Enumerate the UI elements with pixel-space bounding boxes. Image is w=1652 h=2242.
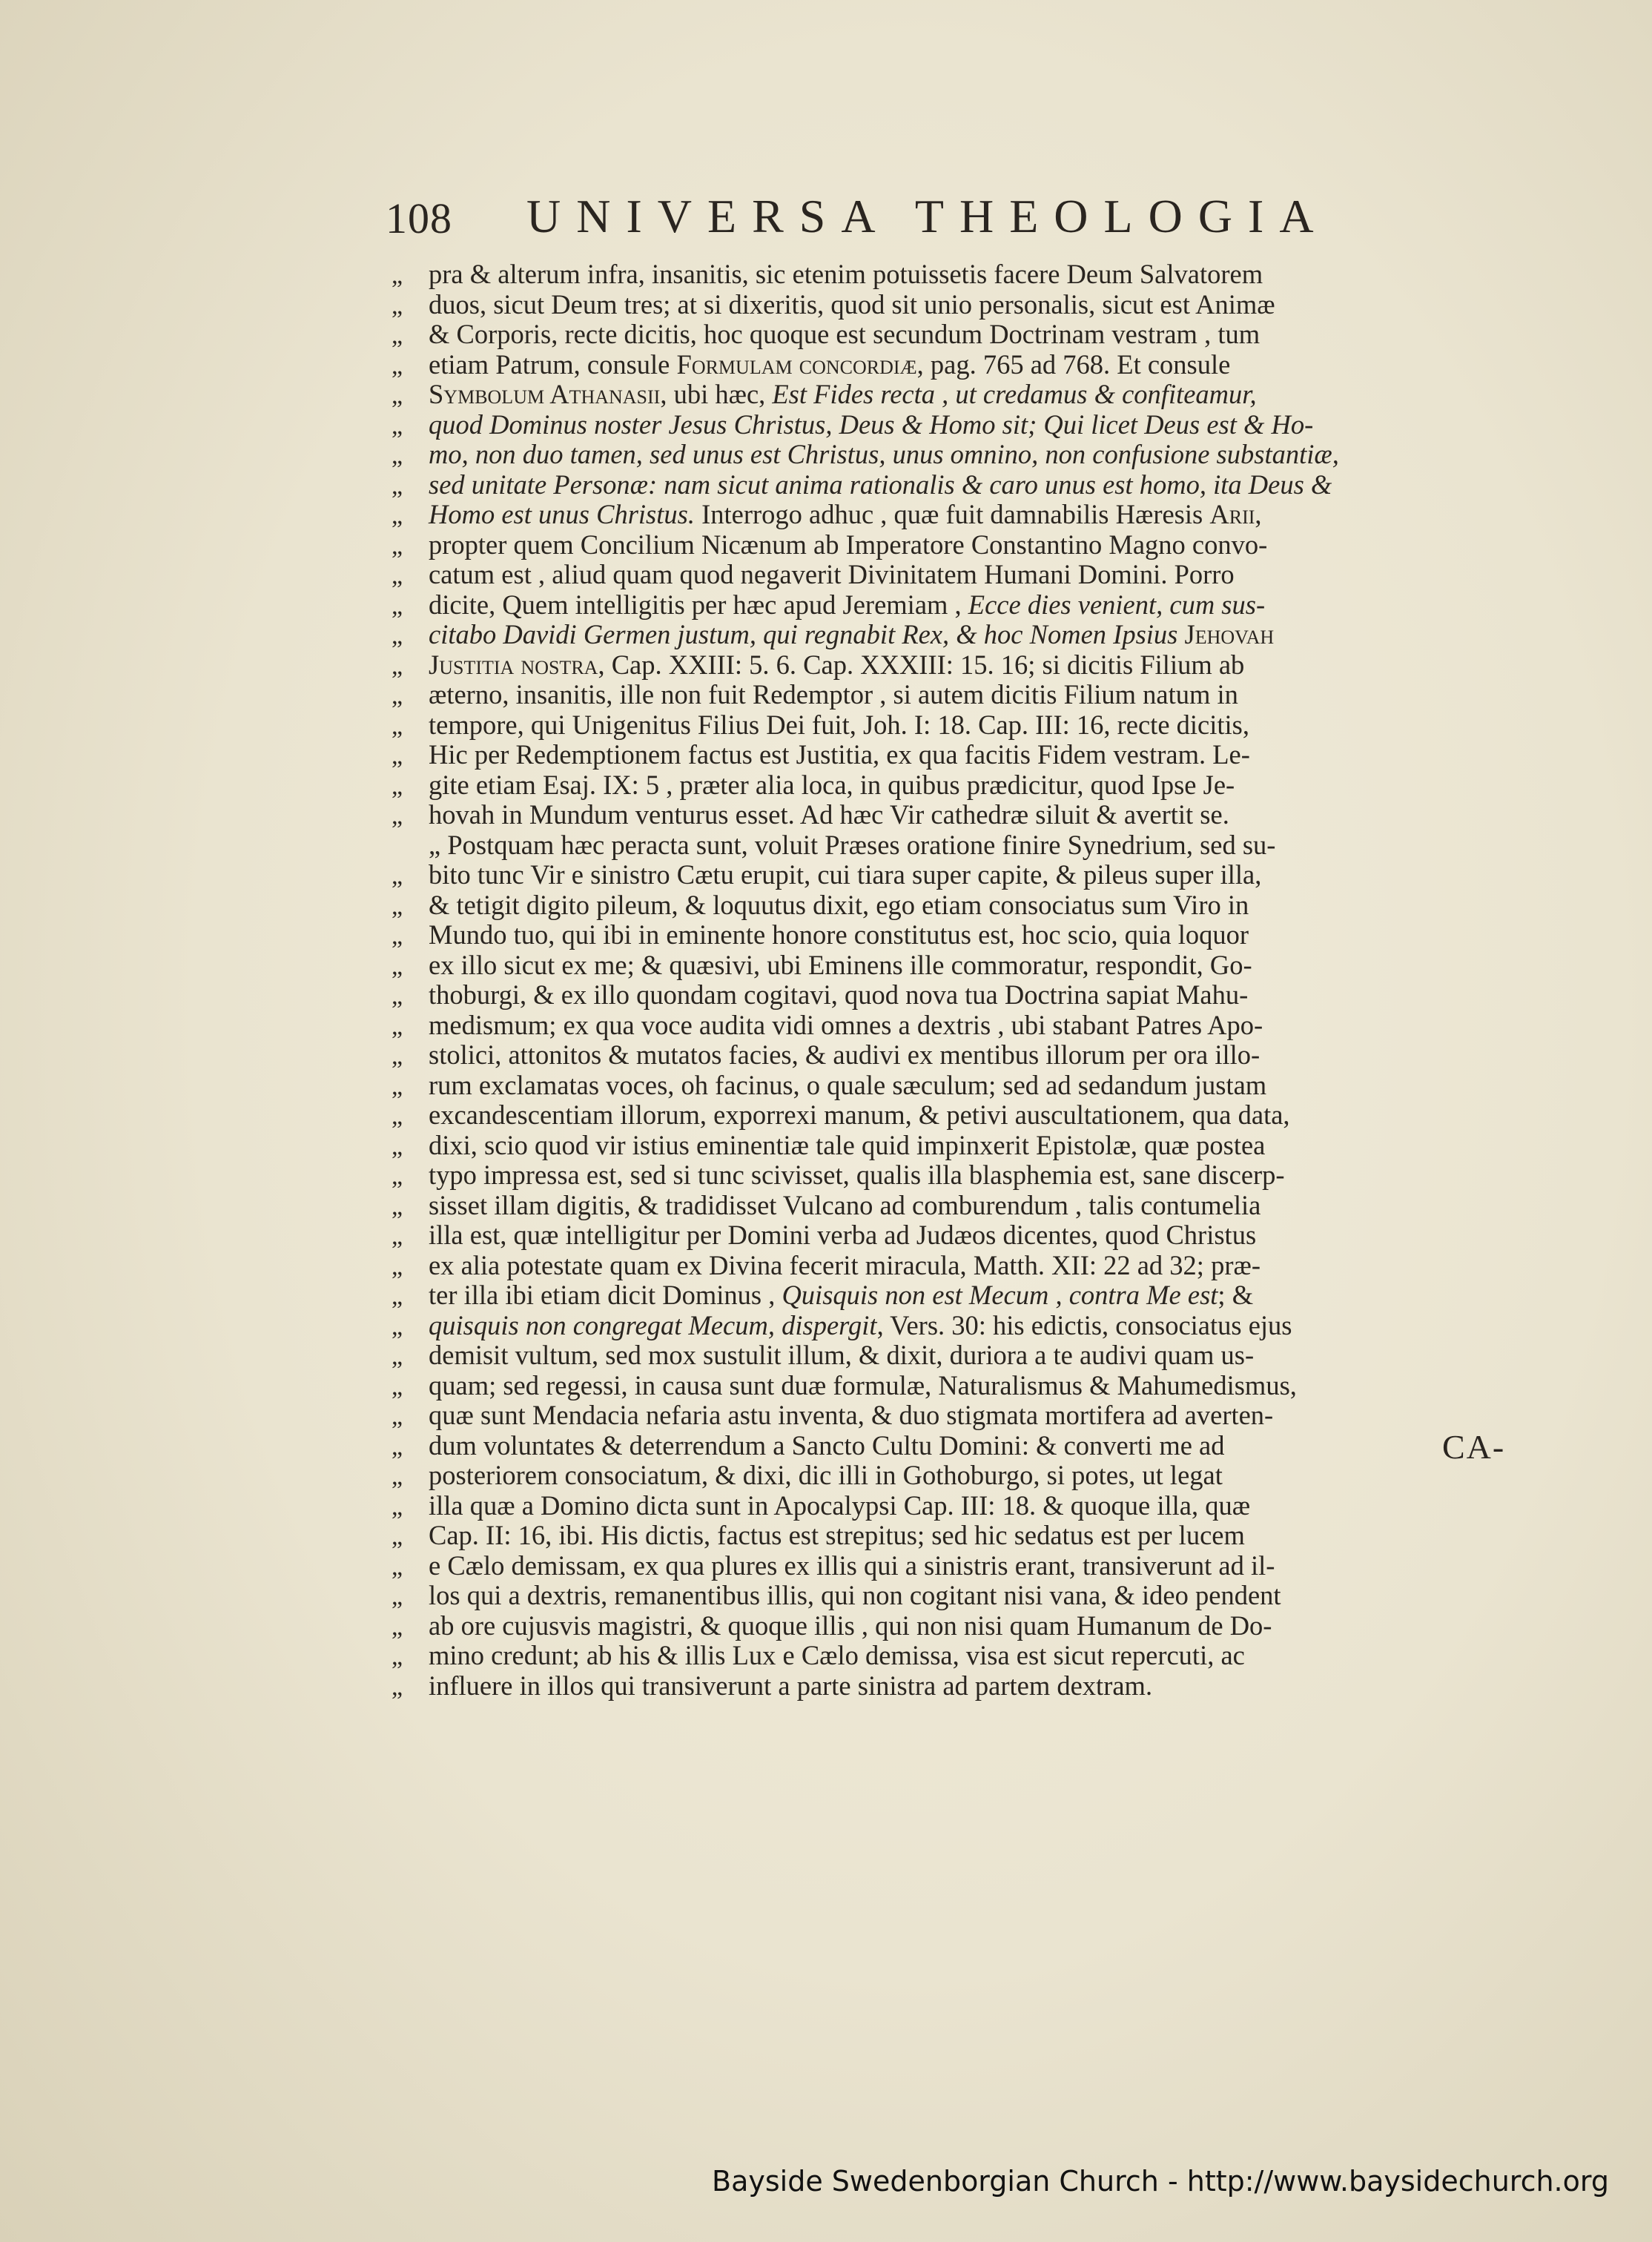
text-line (391, 1311, 1504, 1341)
text-line (391, 440, 1504, 470)
text-segment: stolici, attonitos & mutatos facies, & audivi ex mentibus illorum per ora illo- (429, 1039, 1261, 1070)
text-segment: sisset illam digitis, & tradidisset Vulcano ad comburendum , talis contumelia (429, 1189, 1261, 1220)
quote-mark: „ (391, 1552, 403, 1581)
text-segment: illa quæ a Domino dicta sunt in Apocalypsi Cap. III: 18. & quoque illa, quæ (429, 1489, 1251, 1521)
catchword: CA- (1442, 1428, 1506, 1466)
text-line (391, 920, 1504, 950)
text-line (391, 410, 1504, 440)
quote-mark: „ (391, 1102, 403, 1130)
text-segment: , ubi hæc, (660, 379, 773, 409)
quote-mark: „ (391, 411, 403, 440)
text-segment: Cap. II: 16, ibi. His dictis, factus est strepitus; sed hic sedatus est per lucem (429, 1520, 1245, 1550)
text-segment: bito tunc Vir e sinistro Cætu erupit, cui tiara super capite, & pileus super illa, (429, 859, 1262, 890)
text-line (391, 980, 1504, 1011)
text-line (391, 350, 1504, 380)
text-segment: catum est , aliud quam quod negaverit Divinitatem Humani Domini. Porro (429, 559, 1235, 589)
quote-mark: „ (391, 1583, 403, 1610)
text-line (391, 650, 1504, 681)
text-segment: , (1255, 499, 1262, 529)
text-segment: posteriorem consociatum, & dixi, dic illi in Gothoburgo, si potes, ut legat (429, 1460, 1223, 1490)
text-line (391, 1191, 1504, 1221)
text-line (391, 500, 1504, 530)
text-segment: Jehovah (1184, 619, 1275, 649)
text-line (391, 1611, 1504, 1641)
text-segment: rum exclamatas voces, oh facinus, o quale sæculum; sed ad sedandum justam (429, 1069, 1267, 1100)
quote-mark: „ (391, 291, 403, 320)
text-line (391, 800, 1504, 830)
quote-mark: „ (391, 1523, 403, 1550)
quote-mark: „ (391, 532, 403, 560)
text-segment: quæ sunt Mendacia nefaria astu inventa, & duo stigmata mortifera ad averten- (429, 1400, 1274, 1430)
page-header (386, 189, 1501, 256)
text-segment: influere in illos qui transiverunt a parte sinistra ad partem dextram. (429, 1670, 1153, 1701)
text-segment: Quisquis non est Mecum , contra Me est (782, 1280, 1218, 1310)
running-title: UNIVERSA THEOLOGIA (526, 190, 1329, 242)
text-line (391, 1371, 1504, 1401)
text-line (391, 620, 1504, 650)
body-text (391, 259, 1504, 1701)
text-segment: Justitia nostra (429, 649, 598, 680)
quote-mark: „ (391, 1072, 403, 1100)
text-segment: citabo Davidi Germen justum, qui regnabit Rex, & hoc Nomen Ipsius (429, 619, 1178, 649)
text-line (391, 680, 1504, 710)
text-segment: quod Dominus noster Jesus Christus, Deus & Homo sit; Qui licet Deus est & Ho- (429, 409, 1314, 440)
text-segment: duos, sicut Deum tres; at si dixeritis, quod sit unio personalis, sicut est Animæ (429, 288, 1275, 320)
quote-mark: „ (391, 262, 403, 289)
quote-mark: „ (391, 952, 403, 980)
text-segment: mo, non duo tamen, sed unus est Christus, unus omnino, non confusione substantiæ, (429, 439, 1339, 469)
quote-mark: „ (391, 382, 403, 409)
text-line (391, 1251, 1504, 1281)
text-line (391, 530, 1504, 560)
text-line (391, 740, 1504, 770)
quote-mark: „ (391, 1132, 403, 1160)
text-segment: thoburgi, & ex illo quondam cogitavi, quod nova tua Doctrina sapiat Mahu- (429, 979, 1249, 1010)
quote-mark: „ (391, 1492, 403, 1521)
text-segment: ex alia potestate quam ex Divina fecerit miracula, Matth. XII: 22 ad 32; præ- (429, 1249, 1261, 1280)
text-line (391, 590, 1504, 621)
text-line (391, 1071, 1504, 1101)
text-segment: dixi, scio quod vir istius eminentiæ tale quid impinxerit Epistolæ, quæ postea (429, 1129, 1266, 1160)
text-segment: tempore, qui Unigenitus Filius Dei fuit, Joh. I: 18. Cap. III: 16, recte dicitis, (429, 709, 1249, 740)
quote-mark: „ (391, 502, 403, 529)
text-line (391, 1641, 1504, 1671)
credit-line: Bayside Swedenborgian Church - http://www.baysidechurch.org (712, 2165, 1609, 2198)
text-segment: „ Postquam hæc peracta sunt, voluit Præses oratione finire Synedrium, sed su- (429, 829, 1276, 860)
text-segment: pra & alterum infra, insanitis, sic etenim potuissetis facere Deum Salvatorem (429, 259, 1263, 289)
text-segment: propter quem Concilium Nicænum ab Imperatore Constantino Magno convo- (429, 529, 1268, 560)
text-line (391, 1671, 1504, 1702)
text-segment: Homo est unus Christus. (429, 499, 695, 529)
text-segment: hovah in Mundum venturus esset. Ad hæc Vir cathedræ siluit & avertit se. (429, 799, 1229, 830)
text-segment: typo impressa est, sed si tunc scivisset, qualis illa blasphemia est, sane discerp- (429, 1160, 1285, 1190)
quote-mark: „ (391, 862, 403, 890)
text-line (391, 1280, 1504, 1311)
text-segment: dum voluntates & deterrendum a Sancto Cultu Domini: & converti me ad (429, 1429, 1225, 1461)
quote-mark: „ (391, 592, 403, 620)
text-line (391, 890, 1504, 921)
text-segment: & tetigit digito pileum, & loquutus dixit, ego etiam consociatus sum Viro in (429, 889, 1249, 920)
text-line (391, 1011, 1504, 1041)
quote-mark: „ (391, 1163, 403, 1190)
quote-mark: „ (391, 1343, 403, 1370)
quote-mark: „ (391, 1012, 403, 1040)
text-line (391, 1160, 1504, 1191)
quote-mark: „ (391, 742, 403, 770)
quote-mark: „ (391, 472, 403, 500)
quote-mark: „ (391, 1252, 403, 1280)
quote-mark: „ (391, 922, 403, 950)
text-segment: sed unitate Personæ: nam sicut anima rationalis & caro unus est homo, ita Deus & (429, 469, 1332, 500)
quote-mark: „ (391, 1283, 403, 1310)
quote-mark: „ (391, 351, 403, 380)
quote-mark: „ (391, 982, 403, 1010)
quote-mark: „ (391, 652, 403, 680)
text-segment: quam; sed regessi, in causa sunt duæ formulæ, Naturalismus & Mahumedismus, (429, 1369, 1297, 1401)
text-line (391, 1461, 1504, 1491)
text-segment: , Cap. XXIII: 5. 6. Cap. XXXIII: 15. 16; si dicitis Filium ab (598, 649, 1245, 680)
text-segment: etiam Patrum, consule (429, 348, 677, 380)
quote-mark: „ (391, 1463, 403, 1490)
text-segment: los qui a dextris, remanentibus illis, qui non cogitant nisi vana, & ideo pendent (429, 1580, 1281, 1610)
text-segment: Mundo tuo, qui ibi in eminente honore constitutus est, hoc scio, quia loquor (429, 919, 1249, 950)
text-line (391, 830, 1504, 861)
text-line (391, 1100, 1504, 1131)
quote-mark: „ (391, 1223, 403, 1250)
quote-mark: „ (391, 622, 403, 649)
text-line (391, 470, 1504, 500)
quote-mark: „ (391, 322, 403, 349)
text-line (391, 1401, 1504, 1431)
text-segment: Est Fides recta , ut credamus & confiteamur, (772, 379, 1257, 409)
text-line (391, 860, 1504, 890)
text-segment: Formulam concordiæ (676, 348, 917, 380)
text-segment: mino credunt; ab his & illis Lux e Cælo demissa, visa est sicut repercuti, ac (429, 1640, 1245, 1670)
text-line (391, 1040, 1504, 1071)
quote-mark: „ (391, 682, 403, 710)
text-segment: e Cælo demissam, ex qua plures ex illis qui a sinistris erant, transiverunt ad il- (429, 1550, 1275, 1581)
quote-mark: „ (391, 442, 403, 469)
text-segment: ter illa ibi etiam dicit Dominus , (429, 1280, 782, 1310)
quote-mark: „ (391, 1432, 403, 1461)
text-segment: Interrogo adhuc , quæ fuit damnabilis Hæresis (694, 499, 1210, 529)
quote-mark: „ (391, 712, 403, 740)
text-segment (1177, 619, 1184, 649)
text-line (391, 1491, 1504, 1521)
text-line (391, 320, 1504, 350)
quote-mark: „ (391, 1673, 403, 1701)
text-segment: & Corporis, recte dicitis, hoc quoque est secundum Doctrinam vestram , tum (429, 319, 1261, 349)
text-segment: Arii (1209, 499, 1255, 529)
text-line (391, 1431, 1504, 1461)
quote-mark: „ (391, 1372, 403, 1401)
text-segment: quisquis non congregat Mecum, dispergit (429, 1309, 877, 1340)
text-segment: excandescentiam illorum, exporrexi manum, & petivi auscultationem, qua data, (429, 1099, 1290, 1130)
text-segment: medismum; ex qua voce audita vidi omnes a dextris , ubi stabant Patres Apo- (429, 1009, 1263, 1040)
text-segment: , Vers. 30: his edictis, consociatus ejus (876, 1309, 1292, 1340)
text-line (391, 259, 1504, 290)
text-line (391, 770, 1504, 801)
text-line (391, 710, 1504, 741)
text-segment: Hic per Redemptionem factus est Justitia, ex qua facitis Fidem vestram. Le- (429, 739, 1250, 770)
text-line (391, 950, 1504, 981)
text-segment: gite etiam Esaj. IX: 5 , præter alia loca, in quibus prædicitur, quod Ipse Je- (429, 769, 1235, 800)
quote-mark: „ (391, 562, 403, 589)
text-line (391, 380, 1504, 410)
text-line (391, 1581, 1504, 1611)
text-segment: æterno, insanitis, ille non fuit Redemptor , si autem dicitis Filium natum in (429, 679, 1238, 710)
text-line (391, 1131, 1504, 1161)
text-segment: ; & (1217, 1280, 1254, 1310)
quote-mark: „ (391, 1312, 403, 1340)
text-line (391, 290, 1504, 320)
quote-mark: „ (391, 1192, 403, 1220)
text-line (391, 1340, 1504, 1371)
page-number: 108 (386, 194, 452, 242)
text-segment: illa est, quæ intelligitur per Domini verba ad Judæos dicentes, quod Christus (429, 1220, 1257, 1250)
text-segment: Ecce dies venient, cum sus- (968, 589, 1266, 620)
quote-mark: „ (391, 1613, 403, 1641)
text-segment: , pag. 765 ad 768. Et consule (916, 348, 1231, 380)
quote-mark: „ (391, 1403, 403, 1430)
text-segment: demisit vultum, sed mox sustulit illum, & dixit, duriora a te audivi quam us- (429, 1340, 1255, 1370)
text-segment: ex illo sicut ex me; & quæsivi, ubi Eminens ille commoratur, respondit, Go- (429, 949, 1252, 980)
text-line (391, 560, 1504, 590)
text-segment: ab ore cujusvis magistri, & quoque illis , qui non nisi quam Humanum de Do- (429, 1610, 1272, 1641)
text-line (391, 1551, 1504, 1581)
text-segment: dicite, Quem intelligitis per hæc apud Jeremiam , (429, 589, 968, 620)
text-line (391, 1220, 1504, 1251)
quote-mark: „ (391, 1643, 403, 1670)
quote-mark: „ (391, 772, 403, 800)
text-segment: Symbolum Athanasii (429, 379, 661, 409)
quote-mark: „ (391, 1042, 403, 1070)
quote-mark: „ (391, 892, 403, 920)
text-line (391, 1521, 1504, 1551)
quote-mark: „ (391, 802, 403, 830)
